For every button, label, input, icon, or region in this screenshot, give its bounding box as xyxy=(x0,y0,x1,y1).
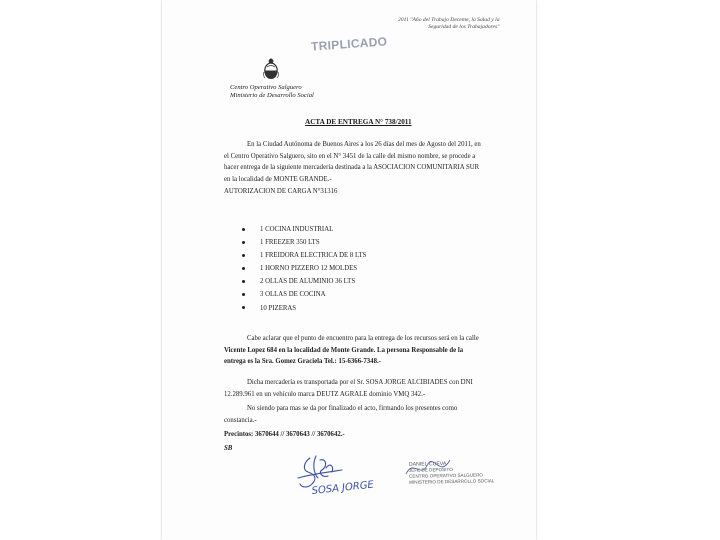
handwritten-signature-icon xyxy=(282,448,392,504)
document-page xyxy=(162,0,536,540)
meeting-line-3: entrega es la Sra. Gomez Graciela Tel.: 15-6366-7348.- xyxy=(224,358,381,365)
intro-line-1: En la Ciudad Autónoma de Buenos Aires a los 26 días del mes de Agosto del 2011, en xyxy=(247,141,481,148)
list-item: 1 FREEZER 350 LTS xyxy=(242,236,366,249)
seals-line: Precintos: 3670644 // 3670643 // 3670642.- xyxy=(224,431,345,438)
stamp-line-1: DANIEL CUEVA xyxy=(408,461,447,468)
stamp-line-4: MINISTERIO DE DESARROLLO SOCIAL xyxy=(409,478,495,485)
stamp-line-3: CENTRO OPERATIVO SALGUERO xyxy=(409,472,484,479)
bullet-icon xyxy=(242,306,245,309)
closing-line-1: No siendo para mas se da por finalizado el acto, firmando los presentes como xyxy=(247,405,458,412)
bullet-icon xyxy=(242,293,245,296)
list-item: 3 OLLAS DE COCINA xyxy=(242,288,366,301)
signature-name: SOSA JORGE xyxy=(311,479,375,497)
list-item: 1 COCINA INDUSTRIAL xyxy=(242,223,366,236)
triplicado-stamp: TRIPLICADO xyxy=(310,34,388,54)
stamp-line-2: JEFE DE DEPOSITO xyxy=(408,466,453,473)
bullet-icon xyxy=(242,280,245,283)
transport-line-2: 12.289.961 en un vehículo marca DEUTZ AGRALE dominio VMQ 342.- xyxy=(224,390,426,398)
bullet-icon xyxy=(242,267,245,270)
bullet-icon xyxy=(242,254,245,257)
list-item: 2 OLLAS DE ALUMINIO 36 LTS xyxy=(242,275,366,288)
coat-of-arms-icon xyxy=(262,58,280,80)
intro-line-3: hacer entrega de la siguiente mercadería destinada a la ASOCIACION COMUNITARIA SUR xyxy=(224,164,480,171)
meeting-paragraph xyxy=(224,333,479,368)
authorization-line: AUTORIZACION DE CARGA N°31316 xyxy=(224,188,338,195)
organization-block xyxy=(230,84,314,100)
meeting-line-2: Vicente Lopez 684 en la localidad de Monte Grande. La persona Responsable de la xyxy=(224,346,464,354)
org-line-2: Ministerio de Desarrollo Social xyxy=(230,92,314,99)
intro-line-4: en la localidad de MONTE GRANDE.- xyxy=(224,175,332,183)
closing-paragraph xyxy=(224,403,457,426)
bullet-icon xyxy=(242,228,245,231)
motto xyxy=(398,17,500,31)
org-line-1: Centro Operativo Salguero xyxy=(230,84,302,91)
transport-line-1: Dicha mercadería es transportada por el Sr. SOSA JORGE ALCIBIADES con DNI xyxy=(247,379,473,386)
meeting-line-1: Cabe aclarar que el punto de encuentro para la entrega de los recursos será en la calle xyxy=(247,335,479,342)
motto-line-1: 2011 "Año del Trabajo Decente, la Salud y la xyxy=(398,17,500,23)
intro-line-2: el Centro Operativo Salguero, sito en el N° 3451 de la calle del mismo nombre, se procede a xyxy=(224,152,476,160)
list-item: 1 FREIDORA ELECTRICA DE 8 LTS xyxy=(242,249,366,262)
motto-line-2: Seguridad de los Trabajadores" xyxy=(428,24,500,30)
bullet-icon xyxy=(242,241,245,244)
document-title: ACTA DE ENTREGA N° 738/2011 xyxy=(305,118,412,126)
closing-line-2: constancia.- xyxy=(224,416,257,424)
transport-paragraph xyxy=(224,377,473,400)
list-item: 10 PIZERAS xyxy=(242,302,366,315)
items-list xyxy=(242,223,366,315)
intro-paragraph xyxy=(224,139,481,185)
initials: SB xyxy=(224,445,233,452)
list-item: 1 HORNO PIZZERO 12 MOLDES xyxy=(242,262,366,275)
stamp-signature-scribble-icon xyxy=(402,452,462,482)
